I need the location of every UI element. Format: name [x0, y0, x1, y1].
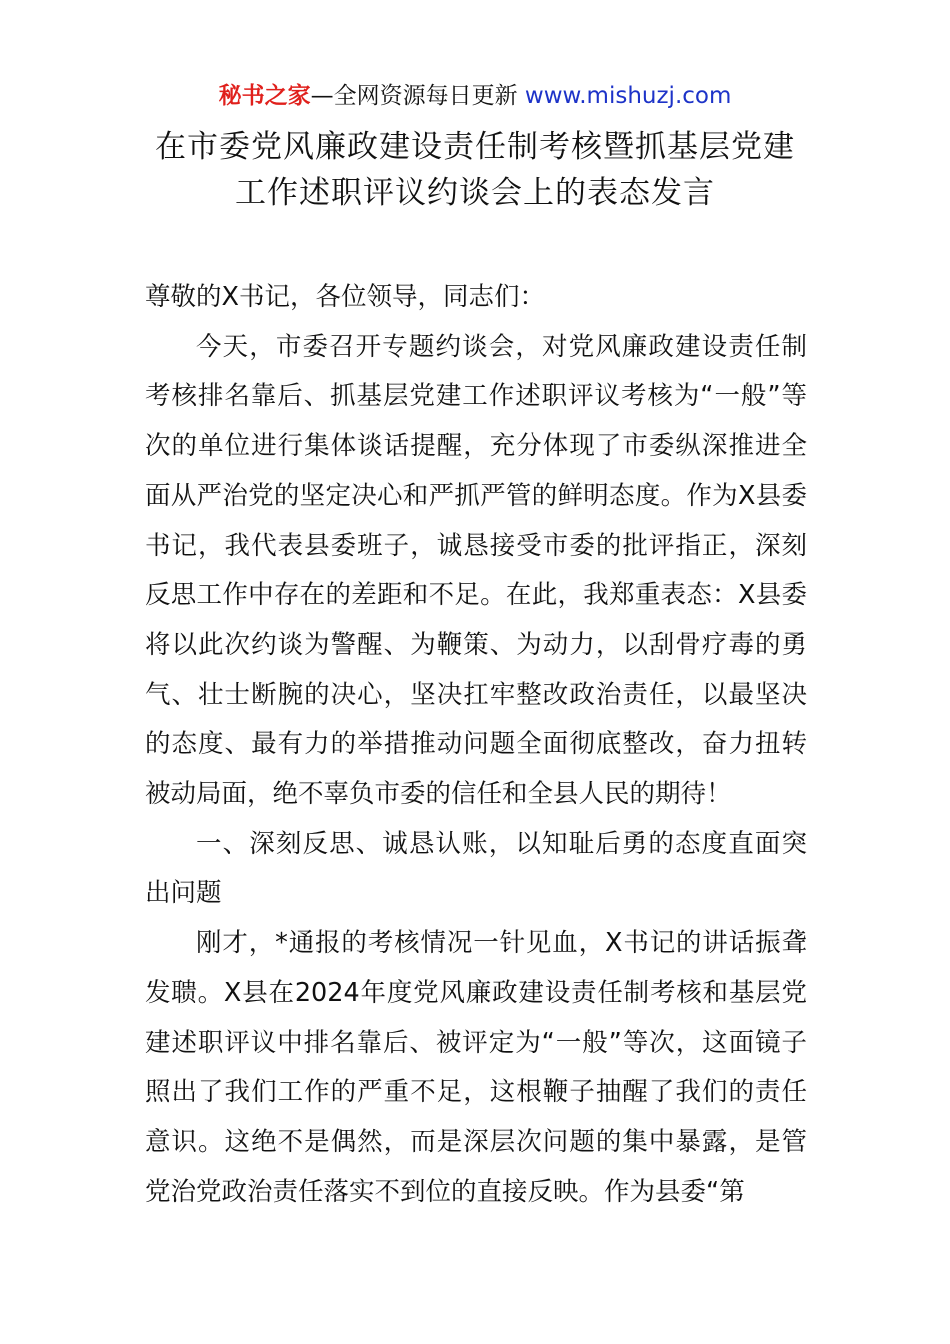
title-line-2: 工作述职评议约谈会上的表态发言: [235, 175, 715, 211]
document-title: [100, 124, 850, 216]
site-tagline: —全网资源每日更新: [310, 83, 525, 109]
salutation: 尊敬的X书记，各位领导，同志们：: [145, 282, 545, 312]
section-heading-1: 一、深刻反思、诚恳认账，以知耻后勇的态度直面突出问题: [145, 828, 807, 909]
paragraph-intro: 今天，市委召开专题约谈会，对党风廉政建设责任制考核排名靠后、抓基层党建工作述职评议考核为“一般”等次的单位进行集体谈话提醒，充分体现了市委纵深推进全面从严治党的坚定决心和严抓严管的鲜明态度。作为X县委书记，我代表县委班子，诚恳接受市委的批评指正，深刻反思工作中存在的差距和不足。在此，我郑重表态：X县委将以此次约谈为警醒、为鞭策、为动力，以刮骨疗毒的勇气、壮士断腕的决心，坚决扛牢整改政治责任，以最坚决的态度、最有力的举措推动问题全面彻底整改，奋力扭转被动局面，绝不辜负市委的信任和全县人民的期待！: [145, 331, 807, 810]
paragraph-section-1: 刚才，*通报的考核情况一针见血，X书记的讲话振聋发聩。X县在2024年度党风廉政建设责任制考核和基层党建述职评议中排名靠后、被评定为“一般”等次，这面镜子照出了我们工作的严重不足，这根鞭子抽醒了我们的责任意识。这绝不是偶然，而是深层次问题的集中暴露，是管党治党政治责任落实不到位的直接反映。作为县委“第: [145, 928, 807, 1207]
site-header: [0, 80, 950, 112]
site-url-link[interactable]: www.mishuzj.com: [524, 83, 732, 109]
site-name: 秘书之家: [218, 83, 311, 109]
title-line-1: 在市委党风廉政建设责任制考核暨抓基层党建: [155, 129, 795, 165]
document-body: [145, 273, 807, 1217]
